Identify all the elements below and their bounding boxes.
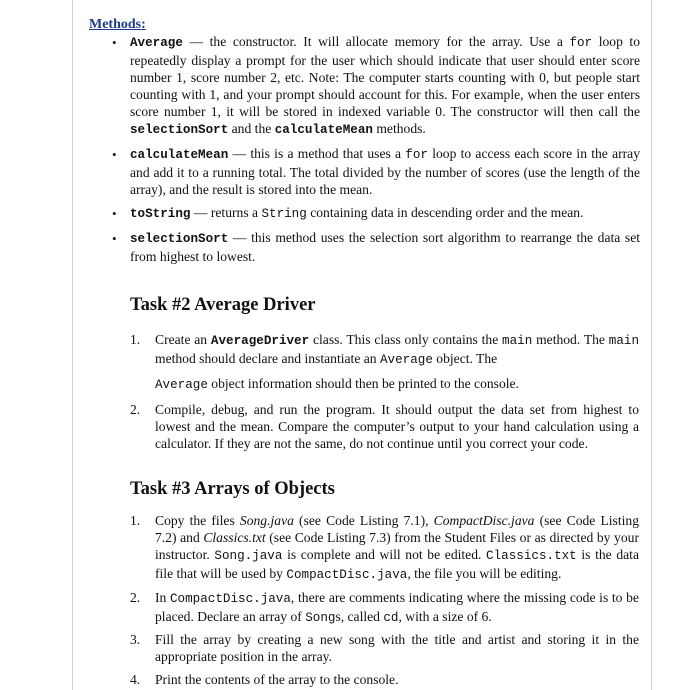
code: AverageDriver — [210, 334, 310, 348]
task3-item-3: Fill the array by creating a new song with the title and artist and storing it in the appropriate position in the array. — [155, 632, 639, 664]
text: containing data in descending order and the mean. — [306, 205, 584, 220]
code: selectionSort — [130, 123, 229, 137]
text: loop to access each score in the array and add it to a running total. The total divided by the number of scores (use the length of the array), and the result is stored into the mean. — [130, 146, 640, 197]
text: and the — [228, 121, 275, 136]
code: CompactDisc.java — [286, 568, 408, 582]
task3-heading: Task #3 Arrays of Objects — [130, 479, 335, 499]
task2-item-1-cont — [155, 375, 639, 394]
text: this is a method that uses a — [250, 146, 406, 161]
text: returns a — [210, 205, 262, 220]
method-name: selectionSort — [130, 232, 229, 246]
text: loop to repeatedly display a prompt for the user which should indicate that user should enter score number 1, score number 2, etc. Note: The computer starts counting with 0, but people start counting with 1, and your prompt should account for this. For example, when the user enters score number 1, it will be stored in indexed variable 0. The constructor will then call the — [130, 34, 641, 119]
text: this method uses the selection sort algorithm to rearrange the data set from highest to lowest. — [130, 230, 641, 264]
task2-item-1 — [155, 331, 639, 369]
text: (see Code Listing 7.2) and — [155, 513, 639, 545]
method-name: toString — [130, 207, 191, 221]
dash: — — [228, 146, 251, 161]
methods-title: Methods: — [89, 17, 146, 32]
text: object information should then be printed to the console. — [207, 376, 519, 391]
dash: — — [190, 205, 211, 220]
bullet-selectionsort — [130, 229, 640, 265]
bullet-dot: • — [112, 147, 117, 162]
code: main — [608, 334, 639, 348]
code: cd — [383, 611, 399, 625]
code: Average — [155, 378, 208, 392]
code: calculateMean — [274, 123, 373, 137]
text: class. This class only contains the — [309, 332, 503, 347]
code: CompactDisc.java — [170, 592, 291, 606]
text: , the file you will be editing. — [407, 566, 562, 581]
text: (see Code Listing 7.3) from the Student Files or as directed by your instructor. — [155, 530, 639, 562]
dash: — — [228, 230, 252, 245]
item-number: 1. — [130, 513, 141, 528]
text: method should declare and instantiate an — [155, 351, 380, 366]
text: s, called — [335, 609, 384, 624]
item-number: 2. — [130, 402, 141, 417]
bullet-dot: • — [112, 206, 117, 221]
code: main — [502, 334, 533, 348]
bullet-calculatemean — [130, 145, 640, 198]
text: methods. — [372, 121, 426, 136]
item-number: 1. — [130, 332, 141, 347]
item-number: 3. — [130, 632, 141, 647]
task3-item-1 — [155, 512, 639, 584]
bullet-dot: • — [112, 35, 117, 50]
method-name: Average — [130, 36, 183, 50]
page-border-left — [72, 0, 73, 690]
filename: Song.java — [239, 513, 294, 528]
text: In — [155, 590, 170, 605]
bullet-average — [130, 33, 640, 139]
code: Average — [379, 353, 433, 367]
text: object. The — [432, 351, 498, 366]
item-number: 2. — [130, 590, 141, 605]
task3-item-4: Print the contents of the array to the console. — [155, 672, 399, 687]
code: Song — [305, 611, 336, 625]
bullet-dot: • — [112, 231, 117, 246]
task2-item-2: Compile, debug, and run the program. It should output the data set from highest to lowest and the mean. Compare the computer’s output to your hand calculation using a calculator. If they are not the same, do not continue until you correct your code. — [155, 402, 639, 451]
text: is complete and will not be edited. — [282, 547, 487, 562]
text: , there are comments indicating where the missing code is to be placed. Declare an array of — [155, 590, 639, 624]
code: Song.java — [214, 549, 283, 563]
text: Create an — [155, 332, 211, 347]
code: String — [261, 207, 307, 221]
code: for — [569, 36, 593, 50]
text: is the data file that will be used by — [155, 547, 639, 581]
filename: Classics.txt — [203, 530, 266, 545]
item-number: 4. — [130, 672, 141, 687]
task3-item-2 — [155, 589, 639, 627]
page-border-right — [651, 0, 652, 690]
method-name: calculateMean — [130, 148, 229, 162]
text: Copy the files — [155, 513, 240, 528]
dash: — — [182, 34, 210, 49]
text: (see Code Listing 7.1), — [293, 513, 434, 528]
text: the constructor. It will allocate memory for the array. Use a — [209, 34, 570, 49]
filename: CompactDisc.java — [433, 513, 535, 528]
text: method. The — [532, 332, 609, 347]
text: , with a size of 6. — [398, 609, 492, 624]
code: Classics.txt — [486, 549, 577, 563]
code: for — [405, 148, 428, 162]
bullet-tostring — [130, 204, 640, 223]
task2-heading: Task #2 Average Driver — [130, 295, 316, 315]
